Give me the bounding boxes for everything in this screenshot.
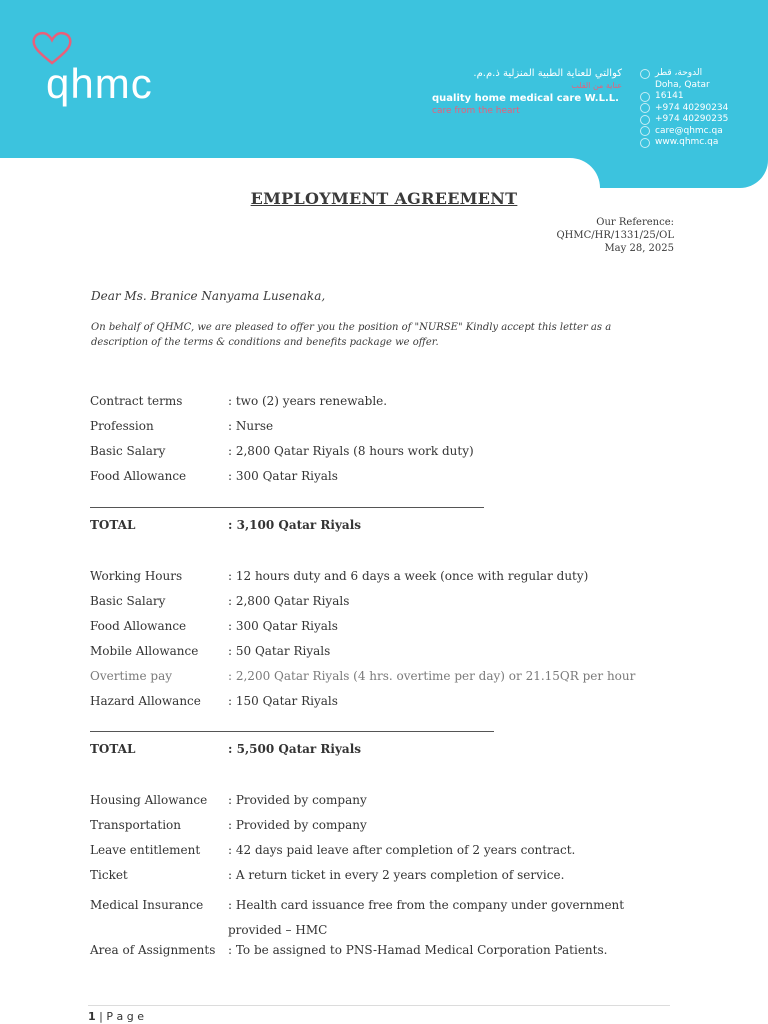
- term-row: [90, 669, 678, 683]
- term-value: : To be assigned to PNS-Hamad Medical Corporation Patients.: [228, 943, 608, 957]
- term-label: Leave entitlement: [90, 843, 201, 857]
- contact-city-arabic: الدوحة، قطر: [655, 68, 703, 78]
- term-row: [90, 893, 673, 943]
- total-label: TOTAL: [90, 742, 136, 756]
- term-row: [90, 419, 678, 433]
- term-value: : 300 Qatar Riyals: [228, 619, 338, 633]
- company-name-arabic: كوالتي للعناية الطبية المنزلية ذ.م.م.: [473, 68, 622, 79]
- term-label: Medical Insurance: [90, 898, 204, 912]
- page-footer: [88, 1010, 144, 1023]
- term-value: : Health card issuance free from the company under government provided – HMC: [228, 898, 625, 937]
- term-value: : two (2) years renewable.: [228, 394, 388, 408]
- term-label: Basic Salary: [90, 594, 166, 608]
- term-value: : Provided by company: [228, 818, 367, 832]
- term-row: [90, 444, 678, 458]
- document-title-text: EMPLOYMENT AGREEMENT: [250, 189, 518, 208]
- company-name: quality home medical care W.L.L.: [432, 93, 619, 104]
- contact-row: [640, 68, 764, 80]
- total-value: : 5,500 Qatar Riyals: [228, 742, 362, 756]
- term-value: : 12 hours duty and 6 days a week (once with regular duty): [228, 569, 589, 583]
- term-value: : 2,200 Qatar Riyals (4 hrs. overtime per day) or 21.15QR per hour: [228, 669, 636, 683]
- contact-row: [640, 114, 764, 126]
- globe-icon: [640, 138, 650, 148]
- company-logo: qhmc: [46, 60, 153, 107]
- term-row: [90, 793, 678, 807]
- contact-row: [640, 137, 764, 149]
- salutation: Dear Ms. Branice Nanyama Lusenaka,: [91, 289, 326, 303]
- reference-block: [480, 216, 674, 255]
- term-row: [90, 818, 678, 832]
- term-row: [90, 394, 678, 408]
- reference-number: QHMC/HR/1331/25/OL: [556, 230, 674, 241]
- contact-row: [640, 126, 764, 138]
- reference-label: Our Reference:: [596, 217, 674, 228]
- email-icon: [640, 126, 650, 136]
- term-row: [90, 694, 678, 708]
- total-label: TOTAL: [90, 518, 136, 532]
- term-label: Contract terms: [90, 394, 183, 408]
- term-value: : 42 days paid leave after completion of 2 years contract.: [228, 843, 576, 857]
- letter-date: May 28, 2025: [604, 243, 674, 254]
- term-label: Food Allowance: [90, 469, 187, 483]
- term-row: [90, 619, 678, 633]
- footer-divider: [88, 1005, 670, 1006]
- term-label: Mobile Allowance: [90, 644, 199, 658]
- term-value: : 50 Qatar Riyals: [228, 644, 331, 658]
- term-row: [90, 943, 678, 957]
- fax-icon: [640, 115, 650, 125]
- term-value: : 150 Qatar Riyals: [228, 694, 338, 708]
- contact-email: care@qhmc.qa: [655, 125, 723, 136]
- contact-row: [640, 103, 764, 115]
- company-tagline: care from the heart: [432, 106, 520, 116]
- term-value: : Provided by company: [228, 793, 367, 807]
- contact-details: [640, 68, 764, 149]
- term-label: Overtime pay: [90, 669, 173, 683]
- company-identity: [432, 68, 632, 116]
- total-divider: [90, 731, 494, 732]
- page-label: | P a g e: [99, 1010, 144, 1023]
- contact-row: [640, 80, 764, 92]
- contact-row: [640, 91, 764, 103]
- term-label: Transportation: [90, 818, 182, 832]
- term-label: Ticket: [90, 868, 128, 882]
- total-divider: [90, 507, 484, 508]
- company-tagline-arabic: عناية من القلب: [571, 81, 622, 90]
- intro-paragraph: On behalf of QHMC, we are pleased to offer you the position of "NURSE" Kindly accept this letter as a description of the terms & conditions and benefits package we offer.: [91, 322, 612, 348]
- term-label: Hazard Allowance: [90, 694, 201, 708]
- term-label: Working Hours: [90, 569, 183, 583]
- document-title: [0, 189, 768, 208]
- phone-icon: [640, 103, 650, 113]
- location-icon: [640, 69, 650, 79]
- term-row: [90, 843, 678, 857]
- contact-po-box: 16141: [655, 91, 684, 101]
- page-number: 1: [88, 1010, 96, 1023]
- contact-city: Doha, Qatar: [655, 79, 710, 90]
- total-row: [90, 518, 678, 532]
- term-label: Food Allowance: [90, 619, 187, 633]
- term-row: [90, 644, 678, 658]
- total-value: : 3,100 Qatar Riyals: [228, 518, 362, 532]
- term-row: [90, 594, 678, 608]
- term-value: : 300 Qatar Riyals: [228, 469, 338, 483]
- term-label: Housing Allowance: [90, 793, 208, 807]
- term-value: : 2,800 Qatar Riyals: [228, 594, 350, 608]
- total-row: [90, 742, 678, 756]
- contact-phone-2: +974 40290235: [655, 114, 729, 124]
- term-label: Profession: [90, 419, 154, 433]
- contact-website: www.qhmc.qa: [655, 137, 719, 147]
- term-label: Basic Salary: [90, 444, 166, 458]
- term-row: [90, 868, 678, 882]
- term-label: Area of Assignments: [90, 943, 216, 957]
- term-value: : Nurse: [228, 419, 274, 433]
- term-value: : A return ticket in every 2 years completion of service.: [228, 868, 565, 882]
- mailbox-icon: [640, 92, 650, 102]
- term-row: [90, 469, 678, 483]
- term-value: : 2,800 Qatar Riyals (8 hours work duty): [228, 444, 474, 458]
- term-row: [90, 569, 678, 583]
- contact-phone-1: +974 40290234: [655, 102, 729, 113]
